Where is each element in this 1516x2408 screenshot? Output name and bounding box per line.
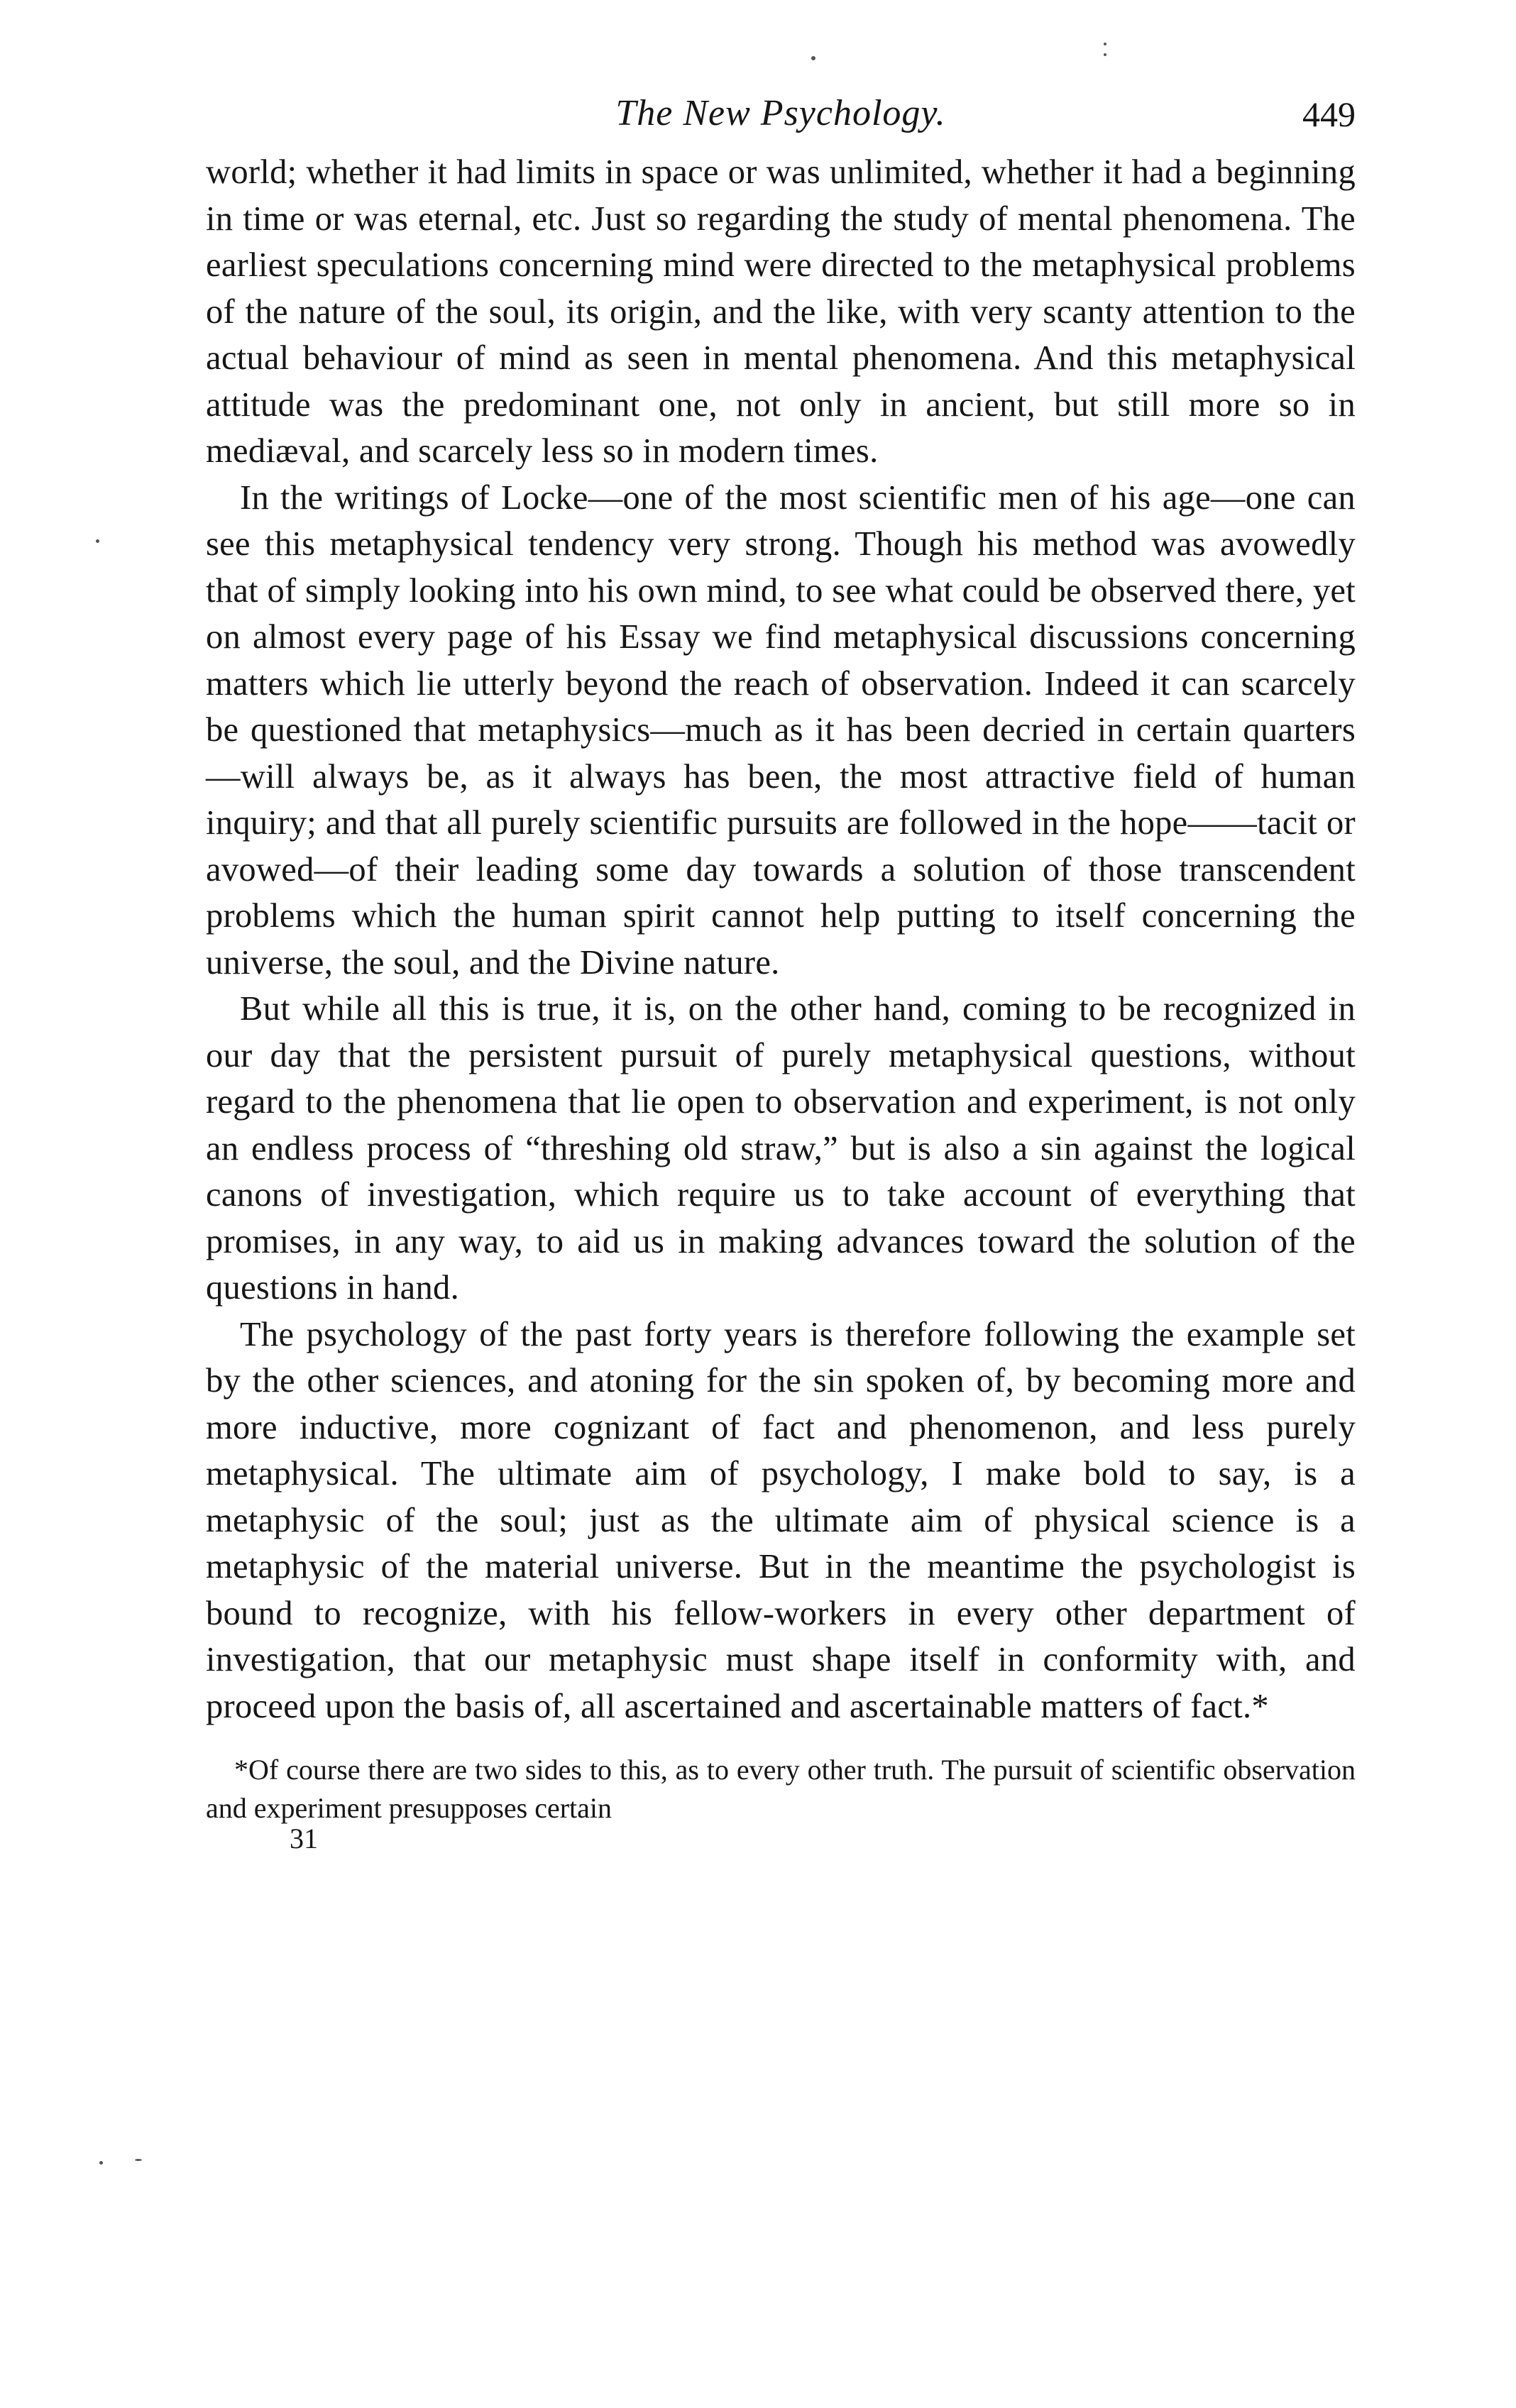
page-header — [206, 92, 1356, 149]
scan-speck — [811, 56, 815, 60]
paragraph-4: The psychology of the past forty years is therefore following the example set by the other sciences, and atoning for the sin spoken of, by becoming more and more inductive, more cognizant of fact and phenomenon, and less purely metaphysical. The ultimate aim of psychology, I make bold to say, is a metaphysic of the soul; just as the ultimate aim of physical science is a metaphysic of the material universe. But in the meantime the psychologist is bound to recognize, with his fellow-workers in every other department of investigation, that our metaphysic must shape itself in conformity with, and proceed upon the basis of, all ascertained and ascertainable matters of fact.* — [206, 1315, 1356, 1725]
paragraph-2: In the writings of Locke—one of the most scientific men of his age—one can see this metaphysical tendency very strong. Though his method was avowedly that of simply looking into his own mind, to see what could be observed there, yet on almost every page of his Essay we find metaphysical discussions concerning matters which lie utterly beyond the reach of observation. Indeed it can scarcely be questioned that metaphysics—much as it has been decried in certain quarters—will always be, as it always has been, the most attractive field of human inquiry; and that all purely scientific pursuits are followed in the hope——tacit or avowed—of their leading some day towards a solution of those transcendent problems which the human spirit cannot help putting to itself concerning the universe, the soul, and the Divine nature. — [206, 478, 1356, 982]
signature-mark: 31 — [290, 1823, 318, 1854]
running-title: The New Psychology. — [615, 93, 946, 133]
scan-speck — [1104, 53, 1106, 56]
paragraph-1: world; whether it had limits in space or was unlimited, whether it had a beginning in time or was eternal, etc. Just so regarding the study of mental phenomena. The earliest speculations concerning mind were directed to the metaphysical problems of the nature of the soul, its origin, and the like, with very scanty attention to the actual behaviour of mind as seen in mental phenomena. And this metaphysical attitude was the predominant one, not only in ancient, but still more so in mediæval, and scarcely less so in modern times. — [206, 153, 1356, 470]
page-number: 449 — [1302, 94, 1356, 134]
paragraph-3: But while all this is true, it is, on the other hand, coming to be recognized in our day that the persistent pursuit of purely metaphysical questions, without regard to the phenomena that lie open to observation and experiment, is not only an endless process of “threshing old straw,” but is also a sin against the logical canons of investigation, which require us to take account of everything that promises, in any way, to aid us in making advances toward the solution of the questions in hand. — [206, 990, 1356, 1307]
scan-speck — [135, 2159, 142, 2161]
body-text — [206, 149, 1356, 1730]
footnote: *Of course there are two sides to this, as to every other truth. The pursuit of scientific observation and experiment presupposes certain — [206, 1754, 1356, 1824]
scan-speck — [99, 2161, 103, 2165]
scan-speck — [96, 539, 99, 543]
book-page — [206, 92, 1356, 1854]
scan-speck — [1104, 43, 1106, 45]
